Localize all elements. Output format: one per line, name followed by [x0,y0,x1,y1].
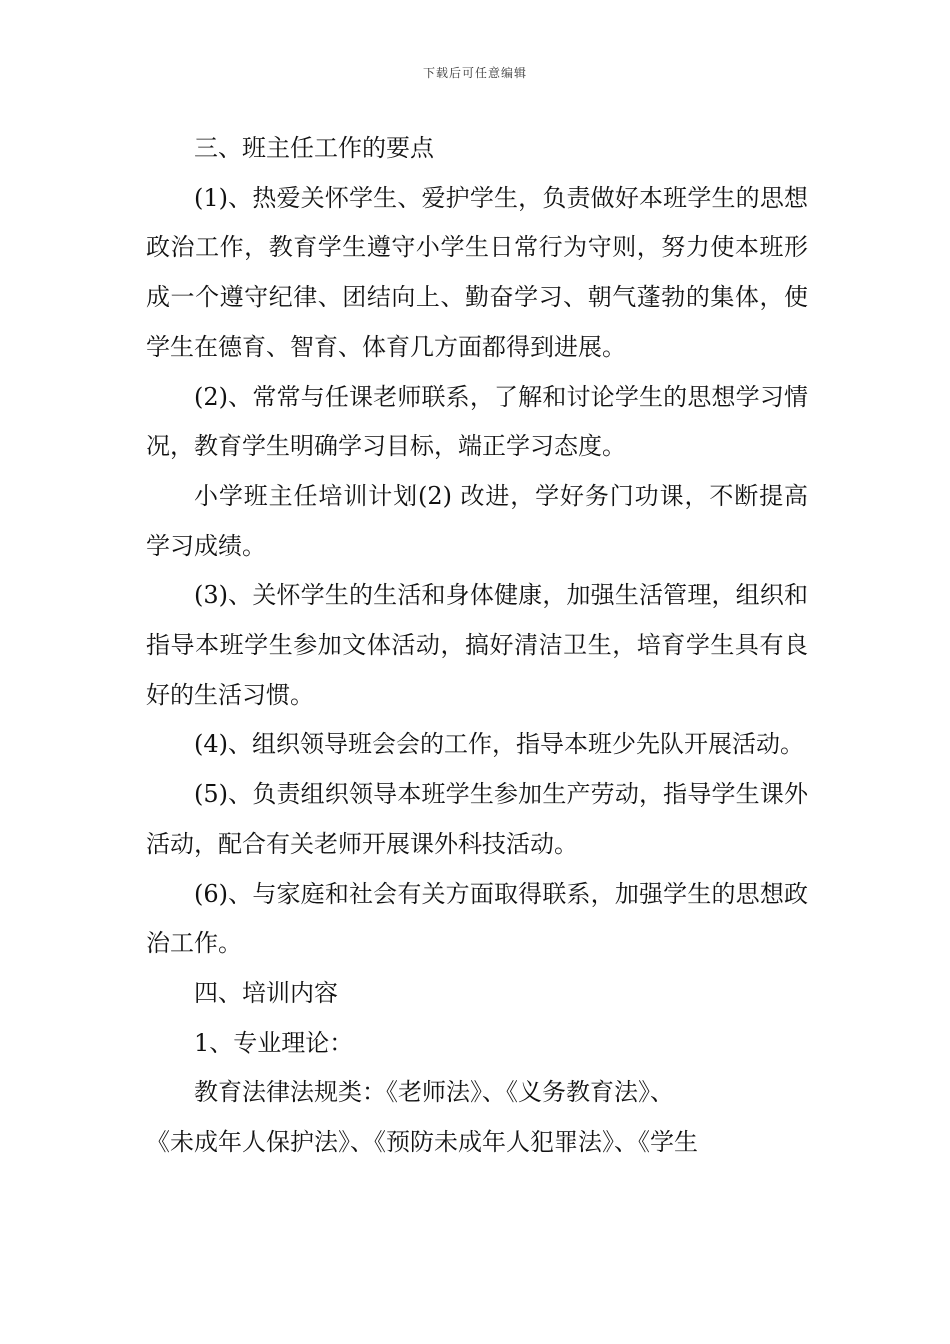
paragraph-item-2-continued: 小学班主任培训计划(2) 改进，学好务门功课，不断提高学习成绩。 [146,481,808,560]
paragraph-item-5: (5)、负责组织领导本班学生参加生产劳动，指导学生课外活动，配合有关老师开展课外科技活动。 [146,780,808,858]
laws-line-1: 教育法律法规类：《老师法》、《义务教育法》、 [194,1078,674,1107]
section-heading-3: 三、班主任工作的要点 [194,134,434,162]
section-heading-4: 四、培训内容 [194,978,338,1007]
paragraph-item-1: (1)、热爱关怀学生、爱护学生，负责做好本班学生的思想政治工作，教育学生遵守小学生日常行为守则，努力使本班形成一个遵守纪律、团结向上、勤奋学习、朝气蓬勃的集体，使学生在德育、智育、体育几方面都得到进展。 [146,183,808,361]
document-body [146,124,808,1168]
laws-line-2: 《未成年人保护法》、《预防未成年人犯罪法》、《学生 [146,1128,698,1157]
paragraph-item-6: (6)、与家庭和社会有关方面取得联系，加强学生的思想政治工作。 [146,879,808,958]
paragraph-item-2: (2)、常常与任课老师联系，了解和讨论学生的思想学习情况，教育学生明确学习目标，端正学习态度。 [146,382,808,461]
paragraph-item-4: (4)、组织领导班会会的工作，指导本班少先队开展活动。 [194,730,804,759]
subsection-heading-1: 1、专业理论： [194,1028,354,1057]
page-header-note: 下载后可任意编辑 [422,66,527,80]
paragraph-item-3: (3)、关怀学生的生活和身体健康，加强生活管理，组织和指导本班学生参加文体活动，搞好清洁卫生，培育学生具有良好的生活习惯。 [146,581,808,709]
